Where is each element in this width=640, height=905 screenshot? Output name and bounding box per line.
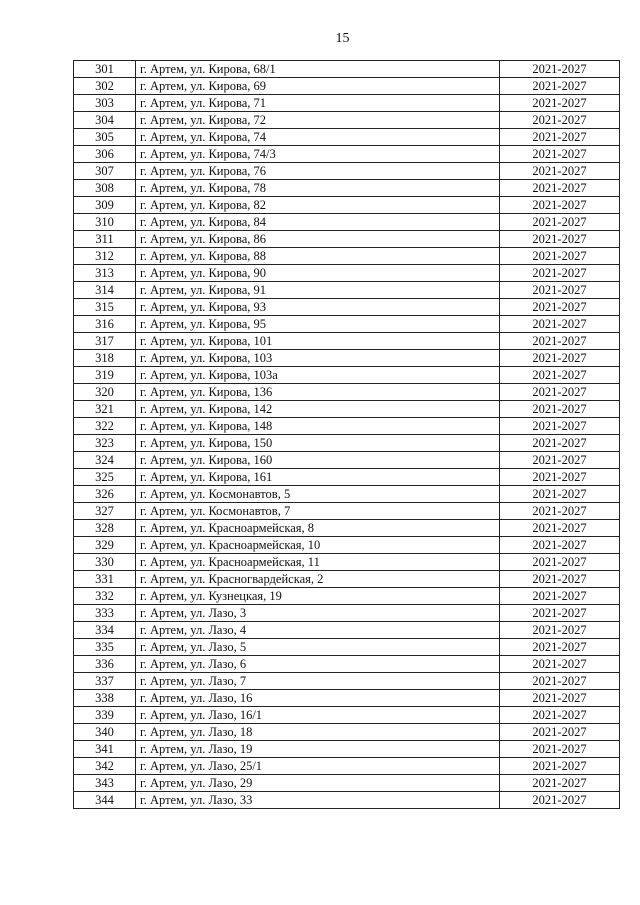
row-address: г. Артем, ул. Кирова, 142 — [136, 401, 500, 418]
row-number: 329 — [74, 537, 136, 554]
row-period: 2021-2027 — [500, 588, 620, 605]
row-address: г. Артем, ул. Кирова, 68/1 — [136, 61, 500, 78]
table-row — [74, 520, 620, 537]
row-address: г. Артем, ул. Лазо, 4 — [136, 622, 500, 639]
row-period: 2021-2027 — [500, 741, 620, 758]
row-period: 2021-2027 — [500, 180, 620, 197]
row-address: г. Артем, ул. Кирова, 74 — [136, 129, 500, 146]
row-period: 2021-2027 — [500, 197, 620, 214]
row-period: 2021-2027 — [500, 775, 620, 792]
row-number: 304 — [74, 112, 136, 129]
row-number: 335 — [74, 639, 136, 656]
row-number: 311 — [74, 231, 136, 248]
table-row — [74, 384, 620, 401]
table-row — [74, 231, 620, 248]
table-row — [74, 486, 620, 503]
row-address: г. Артем, ул. Лазо, 6 — [136, 656, 500, 673]
row-number: 334 — [74, 622, 136, 639]
row-period: 2021-2027 — [500, 758, 620, 775]
row-address: г. Артем, ул. Кирова, 136 — [136, 384, 500, 401]
row-period: 2021-2027 — [500, 452, 620, 469]
row-number: 322 — [74, 418, 136, 435]
row-address: г. Артем, ул. Кирова, 93 — [136, 299, 500, 316]
row-period: 2021-2027 — [500, 367, 620, 384]
table-row — [74, 214, 620, 231]
table-row — [74, 554, 620, 571]
table-row — [74, 571, 620, 588]
address-table — [73, 60, 620, 809]
row-period: 2021-2027 — [500, 282, 620, 299]
table-row — [74, 741, 620, 758]
row-address: г. Артем, ул. Кирова, 101 — [136, 333, 500, 350]
row-address: г. Артем, ул. Лазо, 5 — [136, 639, 500, 656]
row-number: 317 — [74, 333, 136, 350]
row-address: г. Артем, ул. Кирова, 148 — [136, 418, 500, 435]
table-row — [74, 282, 620, 299]
row-period: 2021-2027 — [500, 333, 620, 350]
row-period: 2021-2027 — [500, 248, 620, 265]
row-number: 325 — [74, 469, 136, 486]
table-row — [74, 622, 620, 639]
row-number: 310 — [74, 214, 136, 231]
row-number: 331 — [74, 571, 136, 588]
table-row — [74, 350, 620, 367]
table-row — [74, 792, 620, 809]
row-address: г. Артем, ул. Кирова, 71 — [136, 95, 500, 112]
row-number: 337 — [74, 673, 136, 690]
row-number: 309 — [74, 197, 136, 214]
table-row — [74, 401, 620, 418]
row-period: 2021-2027 — [500, 112, 620, 129]
row-address: г. Артем, ул. Кирова, 90 — [136, 265, 500, 282]
row-period: 2021-2027 — [500, 537, 620, 554]
row-number: 319 — [74, 367, 136, 384]
row-number: 328 — [74, 520, 136, 537]
row-number: 333 — [74, 605, 136, 622]
row-number: 339 — [74, 707, 136, 724]
table-row — [74, 435, 620, 452]
row-address: г. Артем, ул. Кирова, 150 — [136, 435, 500, 452]
row-period: 2021-2027 — [500, 299, 620, 316]
table-row — [74, 707, 620, 724]
row-period: 2021-2027 — [500, 418, 620, 435]
row-number: 312 — [74, 248, 136, 265]
row-address: г. Артем, ул. Кирова, 86 — [136, 231, 500, 248]
row-number: 314 — [74, 282, 136, 299]
table-row — [74, 656, 620, 673]
row-address: г. Артем, ул. Кирова, 82 — [136, 197, 500, 214]
row-period: 2021-2027 — [500, 690, 620, 707]
row-period: 2021-2027 — [500, 61, 620, 78]
table-row — [74, 639, 620, 656]
table-row — [74, 146, 620, 163]
row-number: 307 — [74, 163, 136, 180]
table-row — [74, 299, 620, 316]
row-period: 2021-2027 — [500, 520, 620, 537]
table-row — [74, 197, 620, 214]
row-address: г. Артем, ул. Кирова, 161 — [136, 469, 500, 486]
table-row — [74, 129, 620, 146]
table-row — [74, 112, 620, 129]
row-address: г. Артем, ул. Кирова, 72 — [136, 112, 500, 129]
row-number: 303 — [74, 95, 136, 112]
row-address: г. Артем, ул. Кирова, 84 — [136, 214, 500, 231]
table-row — [74, 605, 620, 622]
row-number: 321 — [74, 401, 136, 418]
row-period: 2021-2027 — [500, 554, 620, 571]
row-number: 336 — [74, 656, 136, 673]
table-row — [74, 180, 620, 197]
row-period: 2021-2027 — [500, 350, 620, 367]
table-row — [74, 724, 620, 741]
table-row — [74, 537, 620, 554]
row-period: 2021-2027 — [500, 622, 620, 639]
row-number: 327 — [74, 503, 136, 520]
row-number: 305 — [74, 129, 136, 146]
row-address: г. Артем, ул. Лазо, 19 — [136, 741, 500, 758]
row-period: 2021-2027 — [500, 639, 620, 656]
row-period: 2021-2027 — [500, 792, 620, 809]
row-number: 318 — [74, 350, 136, 367]
row-period: 2021-2027 — [500, 605, 620, 622]
table-row — [74, 248, 620, 265]
row-address: г. Артем, ул. Кузнецкая, 19 — [136, 588, 500, 605]
row-number: 306 — [74, 146, 136, 163]
row-number: 330 — [74, 554, 136, 571]
row-address: г. Артем, ул. Красноармейская, 11 — [136, 554, 500, 571]
row-address: г. Артем, ул. Лазо, 16 — [136, 690, 500, 707]
row-number: 332 — [74, 588, 136, 605]
table-row — [74, 333, 620, 350]
row-number: 320 — [74, 384, 136, 401]
row-period: 2021-2027 — [500, 316, 620, 333]
table-row — [74, 452, 620, 469]
row-number: 316 — [74, 316, 136, 333]
row-address: г. Артем, ул. Космонавтов, 5 — [136, 486, 500, 503]
page-number: 15 — [335, 31, 350, 46]
row-period: 2021-2027 — [500, 163, 620, 180]
row-period: 2021-2027 — [500, 146, 620, 163]
table-row — [74, 316, 620, 333]
row-address: г. Артем, ул. Лазо, 33 — [136, 792, 500, 809]
row-period: 2021-2027 — [500, 469, 620, 486]
row-number: 302 — [74, 78, 136, 95]
row-period: 2021-2027 — [500, 384, 620, 401]
row-address: г. Артем, ул. Кирова, 74/3 — [136, 146, 500, 163]
row-address: г. Артем, ул. Кирова, 95 — [136, 316, 500, 333]
row-number: 343 — [74, 775, 136, 792]
row-address: г. Артем, ул. Лазо, 29 — [136, 775, 500, 792]
row-address: г. Артем, ул. Кирова, 88 — [136, 248, 500, 265]
row-period: 2021-2027 — [500, 503, 620, 520]
row-address: г. Артем, ул. Лазо, 3 — [136, 605, 500, 622]
row-address: г. Артем, ул. Кирова, 103а — [136, 367, 500, 384]
row-number: 323 — [74, 435, 136, 452]
table-row — [74, 758, 620, 775]
row-address: г. Артем, ул. Красноармейская, 8 — [136, 520, 500, 537]
row-period: 2021-2027 — [500, 401, 620, 418]
row-address: г. Артем, ул. Кирова, 91 — [136, 282, 500, 299]
address-table-body — [74, 61, 620, 809]
row-number: 326 — [74, 486, 136, 503]
row-address: г. Артем, ул. Красноармейская, 10 — [136, 537, 500, 554]
table-row — [74, 95, 620, 112]
row-address: г. Артем, ул. Красногвардейская, 2 — [136, 571, 500, 588]
row-number: 341 — [74, 741, 136, 758]
table-row — [74, 163, 620, 180]
row-period: 2021-2027 — [500, 707, 620, 724]
row-period: 2021-2027 — [500, 231, 620, 248]
table-row — [74, 673, 620, 690]
row-period: 2021-2027 — [500, 571, 620, 588]
table-row — [74, 690, 620, 707]
table-row — [74, 588, 620, 605]
row-number: 324 — [74, 452, 136, 469]
row-number: 344 — [74, 792, 136, 809]
row-address: г. Артем, ул. Кирова, 160 — [136, 452, 500, 469]
row-address: г. Артем, ул. Космонавтов, 7 — [136, 503, 500, 520]
row-number: 315 — [74, 299, 136, 316]
row-address: г. Артем, ул. Кирова, 103 — [136, 350, 500, 367]
table-row — [74, 61, 620, 78]
table-row — [74, 367, 620, 384]
row-number: 338 — [74, 690, 136, 707]
row-number: 308 — [74, 180, 136, 197]
row-period: 2021-2027 — [500, 265, 620, 282]
row-period: 2021-2027 — [500, 673, 620, 690]
row-address: г. Артем, ул. Кирова, 78 — [136, 180, 500, 197]
table-row — [74, 78, 620, 95]
table-row — [74, 503, 620, 520]
row-number: 313 — [74, 265, 136, 282]
row-address: г. Артем, ул. Лазо, 18 — [136, 724, 500, 741]
table-row — [74, 418, 620, 435]
row-address: г. Артем, ул. Лазо, 25/1 — [136, 758, 500, 775]
row-period: 2021-2027 — [500, 129, 620, 146]
row-period: 2021-2027 — [500, 435, 620, 452]
row-period: 2021-2027 — [500, 486, 620, 503]
table-row — [74, 775, 620, 792]
row-address: г. Артем, ул. Лазо, 16/1 — [136, 707, 500, 724]
row-period: 2021-2027 — [500, 724, 620, 741]
row-period: 2021-2027 — [500, 214, 620, 231]
row-number: 301 — [74, 61, 136, 78]
table-row — [74, 469, 620, 486]
row-period: 2021-2027 — [500, 95, 620, 112]
row-address: г. Артем, ул. Лазо, 7 — [136, 673, 500, 690]
row-address: г. Артем, ул. Кирова, 69 — [136, 78, 500, 95]
row-period: 2021-2027 — [500, 656, 620, 673]
row-number: 340 — [74, 724, 136, 741]
row-number: 342 — [74, 758, 136, 775]
row-address: г. Артем, ул. Кирова, 76 — [136, 163, 500, 180]
row-period: 2021-2027 — [500, 78, 620, 95]
table-row — [74, 265, 620, 282]
